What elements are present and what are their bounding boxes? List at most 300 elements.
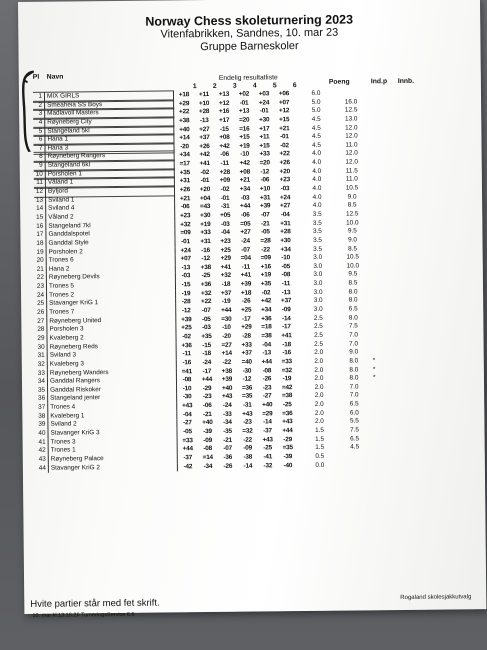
ind-p-cell: 12.5 xyxy=(345,210,359,218)
footer-note: Hvite partier står med fet skrift. xyxy=(30,597,160,610)
round-2-cell: -23 xyxy=(202,393,212,401)
points-cell: 5.0 xyxy=(311,107,321,115)
round-5-cell: =29 xyxy=(262,410,273,418)
round-5-cell: +34 xyxy=(261,306,272,314)
points-cell: 5.0 xyxy=(311,98,321,106)
round-3-cell: +29 xyxy=(220,254,231,263)
round-5-cell: -07 xyxy=(260,211,270,219)
round-4-cell: -31 xyxy=(242,401,252,409)
round-6-cell: +12 xyxy=(278,107,290,115)
points-cell: 2.0 xyxy=(314,392,324,400)
round-6-cell: +22 xyxy=(279,150,290,158)
round-2-cell: -02 xyxy=(200,168,210,176)
round-4-cell: =05 xyxy=(240,220,251,228)
round-1-cell: +26 xyxy=(179,186,191,194)
team-name-cell: Våland 1 xyxy=(46,177,175,189)
ind-p-cell: 5.5 xyxy=(349,417,359,425)
round-3-cell: =30 xyxy=(221,315,232,323)
round-2-cell: -09 xyxy=(203,436,212,444)
round-4-cell: -26 xyxy=(241,297,251,306)
round-1-cell: -19 xyxy=(181,289,191,298)
round-6-cell: +41 xyxy=(281,332,292,340)
round-6-cell: -18 xyxy=(282,340,291,348)
team-name-cell: Stavanger KriG 3 xyxy=(48,428,177,438)
round-6-cell: =38 xyxy=(281,392,293,400)
team-name-cell: Ganddal Style xyxy=(46,238,175,248)
round-5-cell: +44 xyxy=(261,358,272,366)
ind-p-cell: 8.5 xyxy=(348,244,358,253)
round-2-cell: -25 xyxy=(201,272,211,280)
place-cell: 16 xyxy=(34,222,46,231)
round-2-cell: +35 xyxy=(201,332,212,341)
round-4-cell: +13 xyxy=(238,107,250,115)
round-5-cell: -27 xyxy=(262,392,272,400)
round-5-cell: +39 xyxy=(259,202,271,210)
round-2-cell: -06 xyxy=(202,402,212,410)
round-6-cell: -10 xyxy=(281,254,291,262)
team-name-cell: Sviland 2 xyxy=(48,420,177,430)
innb-cell: * xyxy=(372,357,376,365)
round-1-cell: -01 xyxy=(181,238,190,246)
team-name-cell: Trones 4 xyxy=(48,402,177,412)
round-2-cell: +42 xyxy=(199,151,210,159)
round-3-cell: +12 xyxy=(218,99,230,107)
ind-p-cell: 6.5 xyxy=(350,435,360,443)
round-3-cell: -04 xyxy=(221,229,230,237)
round-5-cell: +30 xyxy=(259,116,270,124)
team-name-cell: Røyneberg Reds xyxy=(48,342,177,352)
round-6-cell: -03 xyxy=(280,185,290,193)
round-1-cell: +21 xyxy=(179,194,191,203)
round-1-cell: -13 xyxy=(181,264,191,272)
round-4-cell: +29 xyxy=(241,323,252,331)
team-name-cell: Hana 3 xyxy=(45,142,174,154)
round-4-cell: +18 xyxy=(240,289,252,297)
ind-p-cell: 7.5 xyxy=(350,426,359,434)
team-name-cell: Trones 7 xyxy=(47,307,176,317)
ind-p-cell: 9.0 xyxy=(349,348,359,356)
round-4-cell: =32 xyxy=(242,427,253,435)
team-name-cell: Stavanger KriG 2 xyxy=(49,463,178,473)
ind-p-cell: 9.0 xyxy=(348,236,357,244)
place-cell: 2 xyxy=(33,100,45,111)
round-1-cell: =17 xyxy=(179,160,190,168)
place-cell: 40 xyxy=(36,430,48,439)
round-6-cell: +27 xyxy=(279,202,291,210)
round-3-cell: -26 xyxy=(223,462,233,470)
round-4-cell: +37 xyxy=(241,349,252,357)
round-4-cell: +43 xyxy=(242,410,253,418)
points-cell: 3.0 xyxy=(313,262,323,270)
round-1-cell: +14 xyxy=(179,134,190,142)
round-5-cell: -22 xyxy=(261,245,270,253)
col-points: Poeng xyxy=(328,78,350,86)
points-cell: 4.0 xyxy=(312,167,322,175)
place-cell: 43 xyxy=(37,456,49,465)
round-3-cell: +42 xyxy=(219,142,230,150)
points-cell: 4.0 xyxy=(312,193,322,201)
ind-p-cell: 9.5 xyxy=(347,227,357,235)
team-name-cell: Røyneberg Wanders xyxy=(48,368,177,378)
round-6-cell: +26 xyxy=(279,159,290,167)
points-cell: 3.0 xyxy=(313,288,323,296)
place-cell: 9 xyxy=(34,161,46,172)
round-2-cell: -18 xyxy=(202,350,212,358)
round-1-cell: -10 xyxy=(182,384,192,393)
round-1-cell: -04 xyxy=(182,410,192,418)
round-3-cell: -03 xyxy=(220,220,230,228)
round-4-cell: +34 xyxy=(239,185,251,193)
ind-p-cell: 7.5 xyxy=(348,322,358,330)
round-1-cell: +35 xyxy=(179,168,190,177)
round-4-cell: -24 xyxy=(241,237,250,245)
round-6-cell: +31 xyxy=(280,219,291,227)
round-4-cell: =20 xyxy=(239,116,250,124)
round-3-cell: +39 xyxy=(221,375,233,384)
round-5-cell: +17 xyxy=(259,124,270,133)
round-2-cell: =43 xyxy=(199,203,211,211)
round-4-cell: =04 xyxy=(240,254,251,262)
round-1-cell: -28 xyxy=(181,298,191,306)
round-3-cell: -33 xyxy=(222,410,232,418)
round-4-cell: +27 xyxy=(240,228,251,236)
round-1-cell: +36 xyxy=(181,341,192,349)
round-3-cell: -36 xyxy=(223,453,233,461)
round-2-cell: +04 xyxy=(199,194,211,202)
place-cell: 22 xyxy=(35,274,47,283)
round-6-cell: +07 xyxy=(278,98,290,106)
round-3-cell: +40 xyxy=(221,384,233,392)
round-2-cell: -03 xyxy=(202,324,211,332)
round-5-cell: +11 xyxy=(259,133,270,141)
round-4-cell: -17 xyxy=(241,315,251,323)
results-sheet xyxy=(18,0,486,619)
round-4-cell: -03 xyxy=(240,194,250,202)
round-6-cell: +20 xyxy=(279,167,290,176)
place-cell: 14 xyxy=(34,205,46,214)
place-cell: 28 xyxy=(35,326,47,335)
round-3-cell: +44 xyxy=(221,306,232,314)
ind-p-cell: 12.0 xyxy=(345,158,358,166)
round-3-cell: =27 xyxy=(221,341,232,349)
points-cell: 6.0 xyxy=(311,89,321,97)
round-3-cell: +43 xyxy=(221,393,233,401)
points-cell: 2.0 xyxy=(314,400,324,408)
round-1-cell: +34 xyxy=(179,151,190,159)
round-1-cell: -20 xyxy=(180,143,189,151)
place-cell: 34 xyxy=(36,378,48,387)
place-cell: 32 xyxy=(36,361,48,370)
round-4-cell: +21 xyxy=(239,176,251,185)
round-3-cell: -15 xyxy=(219,125,229,133)
round-6-cell: +15 xyxy=(279,116,290,124)
ind-p-cell: 11.5 xyxy=(345,167,358,175)
round-4-cell: +41 xyxy=(240,272,252,280)
ind-p-cell: 7.0 xyxy=(349,331,358,339)
place-cell: 17 xyxy=(34,231,46,240)
points-cell: 3.5 xyxy=(312,228,322,236)
place-cell: 31 xyxy=(36,352,48,361)
round-4-cell: +15 xyxy=(239,133,250,141)
round-3-cell: -20 xyxy=(222,332,231,340)
team-name-cell: Røyneberg City xyxy=(45,116,174,128)
round-3-cell: -11 xyxy=(220,159,229,168)
team-name-cell: Røyneberg Palace xyxy=(49,454,178,464)
round-2-cell: +37 xyxy=(199,134,210,142)
ind-p-cell: 11.0 xyxy=(345,141,358,149)
points-cell: 4.0 xyxy=(312,150,322,158)
round-5-cell: =38 xyxy=(261,332,272,340)
team-name-cell: Sviland 3 xyxy=(48,351,177,361)
round-5-cell: +35 xyxy=(260,280,272,288)
round-5-cell: +16 xyxy=(260,263,271,271)
col-round-6: 6 xyxy=(292,82,297,90)
round-1-cell: -37 xyxy=(183,454,193,462)
team-name-cell: Røyneberg Rangers xyxy=(46,151,175,163)
round-6-cell: -05 xyxy=(281,262,291,271)
round-1-cell: -15 xyxy=(181,281,191,289)
round-3-cell: +32 xyxy=(220,272,232,280)
round-1-cell: -27 xyxy=(183,419,192,427)
team-name-cell: Trones 1 xyxy=(49,446,178,456)
round-2-cell: +30 xyxy=(200,211,211,220)
round-5-cell: -02 xyxy=(261,289,271,297)
round-4-cell: -12 xyxy=(242,375,252,383)
points-cell: 1.5 xyxy=(315,426,324,434)
points-cell: 2.5 xyxy=(314,340,324,348)
round-3-cell: -35 xyxy=(223,427,232,435)
round-3-cell: -07 xyxy=(223,445,233,453)
round-5-cell: -12 xyxy=(260,168,270,176)
col-round-1: 1 xyxy=(192,83,197,91)
round-6-cell: -13 xyxy=(281,288,291,296)
footer-org: Rogaland skolesjakkutvalg xyxy=(400,594,472,602)
points-cell: 3.0 xyxy=(313,254,323,262)
col-results-title: Endelig resultatliste xyxy=(218,74,278,82)
round-4-cell: +19 xyxy=(239,142,250,150)
round-3-cell: +28 xyxy=(219,168,230,176)
team-name-cell: Sviland 1 xyxy=(46,195,175,205)
round-2-cell: -24 xyxy=(202,358,212,366)
round-3-cell: -21 xyxy=(223,436,232,444)
round-6-cell: =35 xyxy=(282,444,293,452)
round-5-cell: -14 xyxy=(263,418,272,426)
round-6-cell: +28 xyxy=(280,228,291,236)
round-4-cell: +33 xyxy=(241,341,252,349)
round-2-cell: +40 xyxy=(202,419,213,427)
round-2-cell: +11 xyxy=(198,91,209,99)
team-name-cell: Stangeland 5kl xyxy=(45,125,174,137)
col-name: Navn xyxy=(46,73,64,81)
round-2-cell: +20 xyxy=(199,186,211,194)
place-cell: 13 xyxy=(34,196,46,205)
team-name-cell: Trones 2 xyxy=(47,290,176,300)
round-3-cell: +13 xyxy=(218,90,230,98)
round-5-cell: -21 xyxy=(260,219,270,228)
points-cell: 4.5 xyxy=(311,115,321,123)
round-6-cell: =36 xyxy=(282,409,293,417)
round-3-cell: +14 xyxy=(221,349,232,358)
round-1-cell: +44 xyxy=(182,445,193,453)
place-cell: 29 xyxy=(35,335,47,344)
round-3-cell: +38 xyxy=(221,367,233,375)
round-1-cell: +23 xyxy=(180,212,191,220)
place-cell: 19 xyxy=(35,248,47,257)
points-cell: 2.5 xyxy=(313,314,323,322)
points-cell: 4.0 xyxy=(312,176,322,184)
points-cell: 1.5 xyxy=(315,435,325,443)
footer-printed: 10. mar kl.13:16:26 TurneringsService 6.6 xyxy=(32,611,135,619)
points-cell: 0.5 xyxy=(315,452,325,460)
round-6-cell: -08 xyxy=(281,271,291,279)
team-name-cell: Ganddal Rangers xyxy=(48,376,177,386)
ind-p-cell: 9.0 xyxy=(347,193,357,201)
points-cell: 3.0 xyxy=(313,279,323,288)
round-4-cell: -23 xyxy=(243,418,252,427)
round-5-cell: -23 xyxy=(262,384,272,392)
round-6-cell: +34 xyxy=(280,245,291,253)
round-1-cell: +24 xyxy=(180,246,191,254)
team-name-cell: Trones 3 xyxy=(49,437,178,447)
round-3-cell: +08 xyxy=(219,133,230,142)
round-4-cell: +08 xyxy=(239,168,250,176)
round-2-cell: -21 xyxy=(202,410,212,418)
points-cell: 2.0 xyxy=(314,409,324,417)
points-cell: 4.5 xyxy=(311,124,321,132)
round-2-cell: -16 xyxy=(201,246,210,254)
round-4-cell: -06 xyxy=(240,211,250,219)
round-6-cell: -01 xyxy=(280,133,289,141)
place-cell: 38 xyxy=(36,412,48,421)
ind-p-cell: 13.0 xyxy=(344,115,358,123)
results-table xyxy=(32,67,415,473)
round-1-cell: +43 xyxy=(182,402,193,410)
round-3-cell: -10 xyxy=(222,324,231,332)
round-3-cell: -02 xyxy=(220,185,230,193)
round-1-cell: +39 xyxy=(181,315,192,323)
round-1-cell: -08 xyxy=(182,376,192,384)
round-4-cell: -38 xyxy=(243,453,253,461)
round-6-cell: -02 xyxy=(280,142,289,150)
round-1-cell: -06 xyxy=(180,203,190,211)
ind-p-cell: 8.0 xyxy=(349,365,359,374)
ind-p-cell: 12.0 xyxy=(345,124,358,132)
round-6-cell: +06 xyxy=(278,90,290,98)
round-3-cell: -24 xyxy=(222,401,232,409)
round-2-cell: +31 xyxy=(200,237,211,245)
round-3-cell: -06 xyxy=(220,151,229,159)
team-name-cell: Kvaleberg 3 xyxy=(48,359,177,369)
round-3-cell: +17 xyxy=(219,116,230,124)
round-1-cell: +18 xyxy=(178,91,190,99)
round-2-cell: -29 xyxy=(202,384,212,392)
round-2-cell: -12 xyxy=(201,255,211,263)
ind-p-cell: 10.0 xyxy=(346,219,359,227)
team-name-cell: Trones 5 xyxy=(47,281,176,291)
round-4-cell: -10 xyxy=(240,151,249,159)
round-1-cell: =41 xyxy=(181,367,193,375)
round-2-cell: -39 xyxy=(203,427,212,436)
ind-p-cell: 12.5 xyxy=(344,106,358,114)
round-2-cell: +19 xyxy=(200,220,211,228)
round-4-cell: =16 xyxy=(239,125,250,133)
place-cell: 23 xyxy=(35,283,47,292)
col-ind-p: Ind.p xyxy=(370,78,388,86)
team-name-cell: Hana 2 xyxy=(47,264,176,274)
col-round-3: 3 xyxy=(232,82,237,90)
round-4-cell: -22 xyxy=(243,436,252,444)
place-cell: 35 xyxy=(36,386,48,395)
round-2-cell: -07 xyxy=(201,307,211,315)
group-line: Gruppe Barneskoler xyxy=(200,40,299,54)
round-2-cell: +22 xyxy=(200,298,212,306)
place-cell: 3 xyxy=(33,109,45,120)
round-5-cell: -25 xyxy=(263,444,273,452)
round-6-cell: =42 xyxy=(281,383,293,392)
table-header xyxy=(32,67,415,93)
points-cell: 2.0 xyxy=(314,374,324,383)
place-cell: 10 xyxy=(34,169,46,180)
round-5-cell: +03 xyxy=(258,90,270,98)
round-4-cell: +42 xyxy=(239,159,250,167)
points-cell: 1.5 xyxy=(315,444,325,452)
round-1-cell: -02 xyxy=(182,333,191,341)
team-name-cell: Trones 6 xyxy=(47,256,176,266)
round-6-cell: -19 xyxy=(282,375,292,383)
place-cell: 5 xyxy=(33,126,45,137)
place-cell: 41 xyxy=(37,438,49,447)
innb-cell: * xyxy=(372,374,376,382)
round-5-cell: =18 xyxy=(261,323,272,331)
round-5-cell: +31 xyxy=(259,194,271,202)
place-cell: 30 xyxy=(36,343,48,352)
place-cell: 37 xyxy=(36,404,48,413)
round-5-cell: =09 xyxy=(260,254,271,262)
team-name-cell: Kvaleberg 2 xyxy=(47,333,176,343)
points-cell: 2.0 xyxy=(314,349,324,357)
round-2-cell: +28 xyxy=(198,108,210,116)
team-name-cell: Stangeland 6kl xyxy=(46,159,175,171)
round-1-cell: +40 xyxy=(179,125,190,133)
round-1-cell: -05 xyxy=(183,428,192,436)
points-cell: 4.5 xyxy=(311,133,321,141)
round-4-cell: +39 xyxy=(240,280,252,288)
round-1-cell: +38 xyxy=(179,117,190,125)
place-cell: 36 xyxy=(36,395,48,404)
round-2-cell: +41 xyxy=(199,160,210,168)
ind-p-cell: 4.5 xyxy=(350,443,360,451)
round-4-cell: -28 xyxy=(242,332,251,340)
team-name-cell: Røyneberg United xyxy=(47,316,176,326)
col-round-4: 4 xyxy=(252,82,257,90)
ind-p-cell: 6.5 xyxy=(348,305,358,313)
table-body xyxy=(33,89,396,473)
round-4-cell: =36 xyxy=(241,384,253,392)
place-cell: 25 xyxy=(35,300,47,309)
round-6-cell: -39 xyxy=(283,453,293,461)
ind-p-cell: 9.5 xyxy=(348,270,358,279)
team-name-cell: Porsholen 2 xyxy=(47,247,176,257)
round-6-cell: +43 xyxy=(282,418,293,426)
points-cell: 4.5 xyxy=(312,141,321,149)
round-4-cell: +44 xyxy=(239,202,251,211)
round-6-cell: -09 xyxy=(281,306,291,314)
round-2-cell: +27 xyxy=(199,125,210,133)
ind-p-cell: 7.0 xyxy=(349,391,359,399)
round-4-cell: =40 xyxy=(241,358,252,366)
round-5-cell: +40 xyxy=(262,401,273,409)
round-1-cell: +29 xyxy=(178,99,190,107)
